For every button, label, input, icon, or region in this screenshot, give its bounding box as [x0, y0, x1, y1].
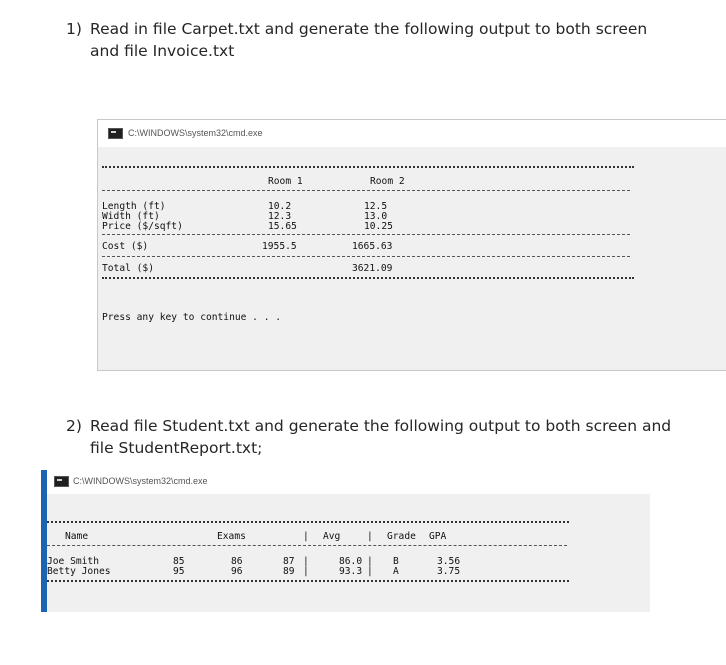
cmd-icon — [54, 476, 69, 487]
question-2-number: 2) — [66, 417, 82, 435]
price-room-1: 15.65 — [268, 221, 297, 232]
window-title: C:\WINDOWS\system32\cmd.exe — [73, 476, 208, 486]
console-output — [47, 494, 650, 612]
question-2-line-1: Read file Student.txt and generate the following output to both screen and — [90, 417, 672, 435]
length-room-2: 12.5 — [364, 201, 388, 212]
row-separator: | — [303, 566, 309, 577]
width-room-1: 12.3 — [268, 211, 292, 222]
student-exam-3: 89 — [283, 566, 295, 577]
width-label: Width (ft) — [102, 211, 160, 222]
student-exam-2: 86 — [231, 556, 243, 567]
console-window-student — [41, 470, 650, 612]
student-exam-1: 95 — [173, 566, 185, 577]
question-1-number: 1) — [66, 20, 82, 38]
title-bar — [47, 470, 650, 494]
student-name: Joe Smith — [47, 556, 99, 567]
header-separator: | — [303, 531, 309, 542]
star-rule — [102, 166, 634, 168]
student-grade: B — [393, 556, 399, 567]
question-2-line-2: file StudentReport.txt; — [90, 439, 263, 457]
cost-room-2: 1665.63 — [352, 241, 393, 252]
console-window-carpet — [97, 119, 726, 371]
length-room-1: 10.2 — [268, 201, 292, 212]
cmd-icon — [108, 128, 123, 139]
row-separator: | — [367, 566, 373, 577]
student-gpa: 3.75 — [437, 566, 461, 577]
dash-rule — [102, 256, 630, 257]
dash-rule — [102, 234, 630, 235]
dash-rule — [47, 545, 567, 546]
cost-room-1: 1955.5 — [262, 241, 297, 252]
star-rule — [47, 580, 569, 582]
dash-rule — [102, 190, 630, 191]
question-1 — [66, 18, 686, 64]
total-value: 3621.09 — [352, 263, 393, 274]
row-separator: | — [367, 556, 373, 567]
student-avg: 93.3 — [339, 566, 363, 577]
header-exams: Exams — [217, 531, 246, 542]
length-label: Length (ft) — [102, 201, 166, 212]
student-gpa: 3.56 — [437, 556, 461, 567]
header-room-1: Room 1 — [268, 176, 303, 187]
title-bar — [98, 120, 726, 148]
star-rule — [102, 277, 634, 279]
star-rule — [47, 521, 569, 523]
header-separator: | — [367, 531, 373, 542]
width-room-2: 13.0 — [364, 211, 388, 222]
student-avg: 86.0 — [339, 556, 363, 567]
student-exam-2: 96 — [231, 566, 243, 577]
window-title: C:\WINDOWS\system32\cmd.exe — [128, 128, 263, 138]
question-2 — [66, 415, 716, 461]
student-exam-1: 85 — [173, 556, 185, 567]
total-label: Total ($) — [102, 263, 154, 274]
header-avg: Avg — [323, 531, 341, 542]
header-name: Name — [65, 531, 89, 542]
price-room-2: 10.25 — [364, 221, 393, 232]
question-1-line-1: Read in file Carpet.txt and generate the following output to both screen — [90, 20, 648, 38]
question-1-line-2: and file Invoice.txt — [90, 42, 235, 60]
console-output — [98, 147, 726, 370]
student-exam-3: 87 — [283, 556, 295, 567]
price-label: Price ($/sqft) — [102, 221, 183, 232]
press-any-key-prompt: Press any key to continue . . . — [102, 312, 282, 323]
header-gpa: GPA — [429, 531, 447, 542]
student-name: Betty Jones — [47, 566, 111, 577]
header-room-2: Room 2 — [370, 176, 405, 187]
student-grade: A — [393, 566, 399, 577]
row-separator: | — [303, 556, 309, 567]
cost-label: Cost ($) — [102, 241, 149, 252]
header-grade: Grade — [387, 531, 416, 542]
